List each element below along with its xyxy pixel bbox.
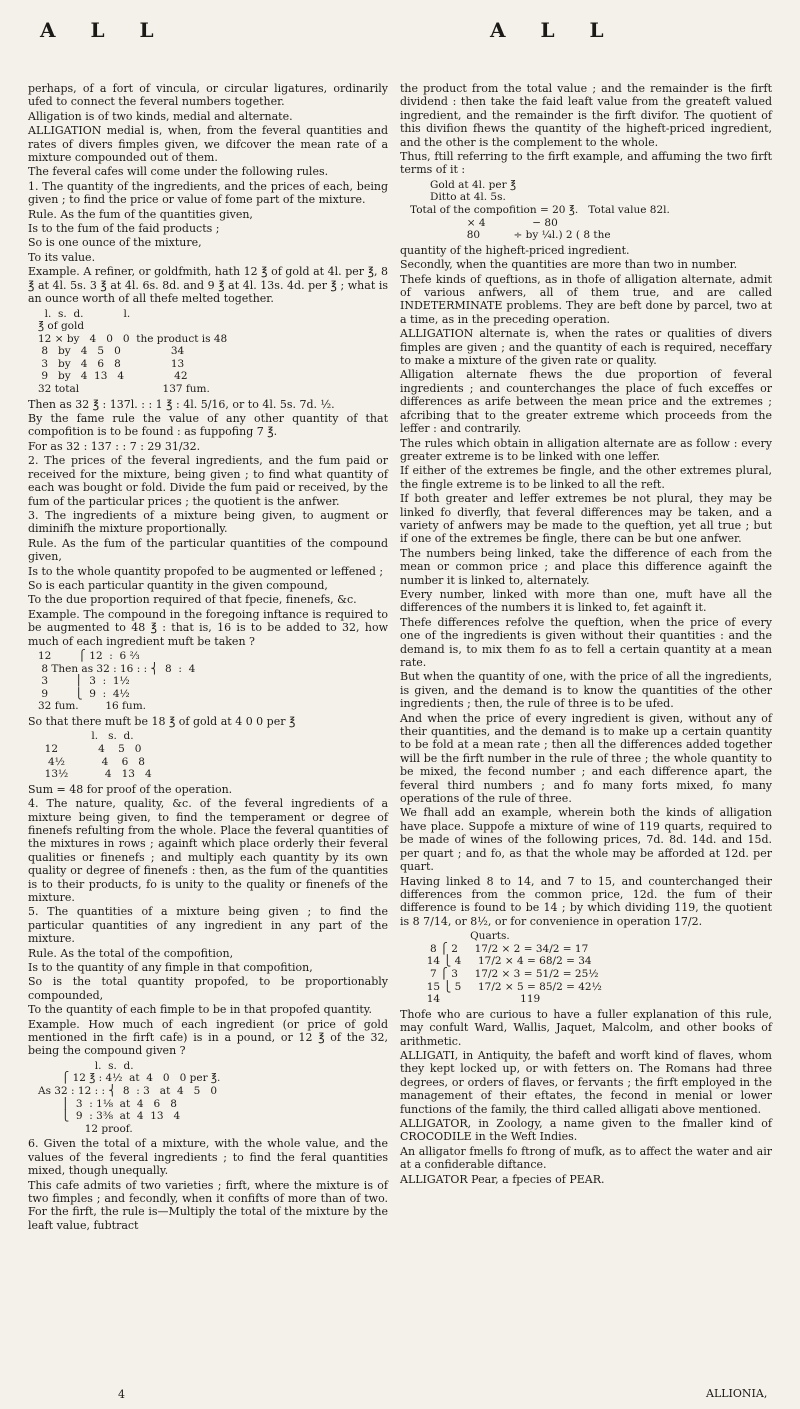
paragraph: The feveral cafes will come under the following rules.: [28, 165, 329, 179]
calculation-table: Gold at 4l. per ℥ Ditto at 4l. 5s. Total of the compofition = 20 ℥. Total value 82l. × 4 − 80 80 ÷ by ¼l.) 2 ( 8 the: [410, 178, 670, 242]
paragraph: ALLIGATION medial is, when, from the feveral quantities and rates of divers fimples given, we difcover the mean rate of a mixture compounded out of them.: [28, 124, 388, 165]
paragraph: So is one ounce of the mixture,: [28, 236, 202, 250]
paragraph: Thefe differences refolve the queftion, when the price of every one of the ingredients is given without their quantities : and the demand is, to mix them fo as to fell a certain quantity at a mean rate.: [400, 615, 772, 669]
calculation-table: l. s. d. ⎧ 12 ℥ : 4½ at 4 0 0 per ℥. As 32 : 12 : : ⎨ 8 : 3 at 4 5 0 ⎪ 3 : 1⅛ at 4 6 8 ⎩ 9 : 3⅜ at 4 13 4 12 proof.: [38, 1059, 221, 1135]
paragraph: And when the price of every ingredient is given, without any of their quantities, and the demand is to make up a certain quantity to be fold at a mean rate ; then all the differences added together will be the firft number in the rule of three ; the whole quantity to be mixed, the fecond number ; and each difference apart, the feveral third numbers ; and fo many forts mixed, fo many operations of the rule of three.: [400, 711, 772, 806]
paragraph: 5. The quantities of a mixture being given ; to find the particular quantities of any ingredient in any part of the mixture.: [28, 905, 388, 946]
paragraph: Rule. As the fum of the quantities given,: [28, 207, 253, 221]
paragraph: Is to the quantity of any fimple in that compofition,: [28, 961, 313, 974]
paragraph: Secondly, when the quantities are more than two in number.: [400, 258, 738, 272]
paragraph: the product from the total value ; and the remainder is the firft dividend : then take the faid leaft value from the greateft valued ingredient, and the remainder is the firft divifor. The quotient of this divifion fhews the quantity of the higheft-priced ingredient, and the other is the complement to the whole.: [400, 82, 772, 149]
paragraph: Thus, ftill referring to the firft example, and affuming the two firft terms of it :: [400, 150, 772, 177]
paragraph: Having linked 8 to 14, and 7 to 15, and counterchanged their differences from the common price, 12d. the fum of their difference is found to be 14 ; by which dividing 119, the quotient is 8 7/14, or 8½, or for convenience in operation 17/2.: [400, 874, 772, 928]
paragraph: To the quantity of each fimple to be in that propofed quantity.: [28, 1003, 373, 1017]
paragraph: An alligator fmells fo ftrong of mufk, as to affect the water and air at a confiderable diftance.: [400, 1144, 772, 1172]
calculation-table: Quarts. 8 ⎧ 2 17/2 × 2 = 34/2 = 17 14 ⎩ 4 17/2 × 4 = 68/2 = 34 7 ⎧ 3 17/2 × 3 = 51/2 = 25½ 15 ⎩ 5 17/2 × 5 = 85/2 = 42½ 14 119: [426, 930, 602, 1006]
paragraph: Example. The compound in the foregoing inftance is required to be augmented to 48 ℥ : that is, 16 is to be added to 32, how much of each ingredient muft be taken ?: [28, 607, 388, 648]
paragraph: 3. The ingredients of a mixture being given, to augment or diminifh the mixture proportionally.: [28, 508, 388, 536]
paragraph: perhaps, of a fort of vincula, or circular ligatures, ordinarily ufed to connect the feveral numbers together.: [28, 82, 388, 109]
paragraph: ALLIGATI, in Antiquity, the bafeft and worft kind of flaves, whom they kept locked up, or with fetters on. The Romans had three degrees, or orders of flaves, or fervants ; the firft employed in the management of their eftates, the fecond in menial or lower functions of the family, the third called alligati above mentioned.: [400, 1048, 772, 1116]
paragraph: Thefe kinds of queftions, as in thofe of alligation alternate, admit of various anfwers, all of them true, and are called INDETERMINATE problems. They are beft done by parcel, two at a time, as in the preceding operation.: [400, 272, 772, 326]
paragraph: This cafe admits of two varieties ; firft, where the mixture is of two fimples ; and fecondly, when it confifts of more than of two. For the firft, the rule is—Multiply the total of the mixture by the leaft value, fubtract: [28, 1178, 388, 1232]
paragraph: To the due proportion required of that fpecie, finenefs, &c.: [28, 593, 357, 607]
left-column: [28, 82, 388, 1233]
paragraph: Alligation is of two kinds, medial and alternate.: [28, 109, 293, 123]
paragraph: By the fame rule the value of any other quantity of that compofition is to be found : as fuppofing 7 ℥.: [28, 412, 388, 439]
paragraph: But when the quantity of one, with the price of all the ingredients, is given, and the demand is to know the quantities of the other ingredients ; then, the rule of three is to be ufed.: [400, 670, 772, 711]
catchword: ALLIONIA,: [706, 1387, 768, 1400]
paragraph: Thofe who are curious to have a fuller explanation of this rule, may confult Ward, Wallis, Jaquet, Malcolm, and other books of arithmetic.: [400, 1007, 772, 1048]
paragraph: So is the total quantity propofed, to be proportionably compounded,: [28, 975, 388, 1002]
paragraph: The rules which obtain in alligation alternate are as follow : every greater extreme is to be linked with one leffer.: [400, 436, 772, 463]
paragraph: Sum = 48 for proof of the operation.: [28, 782, 233, 796]
right-column: [400, 82, 772, 1187]
calculation-table: l. s. d. l. ℥ of gold 12 × by 4 0 0 the product is 48 8 by 4 5 0 34 3 by 4 6 8 13 9 by 4 13 4 42 32 total 137 fum.: [38, 307, 228, 396]
paragraph: quantity of the higheft-priced ingredient.: [400, 243, 630, 257]
paragraph: Every number, linked with more than one, muft have all the differences of the numbers it is linked to, fet againft it.: [400, 587, 772, 615]
paragraph: Rule. As the total of the compofition,: [28, 946, 234, 960]
paragraph: ALLIGATION alternate is, when the rates or qualities of divers fimples are given ; and the quantity of each is required, neceffary to make a mixture of the given rate or quality.: [400, 327, 772, 368]
paragraph: ALLIGATOR, in Zoology, a name given to the fmaller kind of CROCODILE in the Weft Indies.: [400, 1116, 772, 1144]
paragraph: 6. Given the total of a mixture, with the whole value, and the values of the feveral ingredients ; to find the feral quantities mixed, though unequally.: [28, 1137, 388, 1178]
paragraph: Rule. As the fum of the particular quantities of the compound given,: [28, 536, 388, 564]
paragraph: So that there muft be 18 ℥ of gold at 4 0 0 per ℥: [28, 714, 296, 728]
paragraph: Alligation alternate fhews the due proportion of feveral ingredients ; and counterchanges the place of fuch exceffes or differences as arife between the mean price and the extremes ; afcribing that to the greater extreme which proceeds from the leffer : and contrarily.: [400, 368, 772, 436]
paragraph: If either of the extremes be fingle, and the other extremes plural, the fingle extreme is to be linked to all the reft.: [400, 464, 772, 491]
paragraph: Then as 32 ℥ : 137l. : : 1 ℥ : 4l. 5/16, or to 4l. 5s. 7d. ½.: [28, 397, 335, 411]
paragraph: We fhall add an example, wherein both the kinds of alligation have place. Suppofe a mixture of wine of 119 quarts, required to be made of wines of the following prices, 7d. 8d. 14d. and 15d. per quart ; and fo, as that the whole may be afforded at 12d. per quart.: [400, 806, 772, 874]
paragraph: For as 32 : 137 : : 7 : 29 31/32.: [28, 439, 201, 453]
paragraph: Example. How much of each ingredient (or price of gold mentioned in the firft cafe) is in a pound, or 12 ℥ of the 32, being the compound given ?: [28, 1017, 388, 1058]
paragraph: 4. The nature, quality, &c. of the feveral ingredients of a mixture being given, to find the temperament or degree of finenefs refulting from the whole. Place the feveral quantities of the mixtures in rows ; againft which place orderly their feveral qualities or finenefs ; and multiply each quantity by its own quality or degree of finenefs : then, as the fum of the quantities is to their products, fo is unity to the quality or finenefs of the mixture.: [28, 797, 388, 904]
page-number: 4: [118, 1388, 125, 1401]
paragraph: The numbers being linked, take the difference of each from the mean or common price ; and place this difference againft the number it is linked to, alternately.: [400, 546, 772, 587]
paragraph: 2. The prices of the feveral ingredients, and the fum paid or received for the mixture, being given ; to find what quantity of each was bought or fold. Divide the fum paid or received, by the fum of the particular prices ; the quotient is the anfwer.: [28, 454, 388, 508]
calculation-table: 12 ⎧ 12 : 6 ⅔ 8 Then as 32 : 16 : : ⎨ 8 : 4 3 ⎪ 3 : 1½ 9 ⎩ 9 : 4½ 32 fum. 16 fum.: [38, 649, 196, 713]
paragraph: 1. The quantity of the ingredients, and the prices of each, being given ; to find the price or value of fome part of the mixture.: [28, 179, 388, 207]
running-head-right: A L L: [490, 18, 618, 42]
running-head-left: A L L: [40, 18, 168, 42]
paragraph: To its value.: [28, 250, 96, 264]
paragraph: ALLIGATOR Pear, a fpecies of PEAR.: [400, 1172, 605, 1186]
paragraph: Is to the whole quantity propofed to be augmented or leffened ;: [28, 564, 384, 578]
paragraph: Is to the fum of the faid products ;: [28, 222, 220, 236]
calculation-table: l. s. d. 12 4 5 0 4½ 4 6 8 13½ 4 13 4: [44, 730, 152, 781]
paragraph: So is each particular quantity in the given compound,: [28, 578, 328, 592]
paragraph: If both greater and leffer extremes be not plural, they may be linked fo diverfly, that feveral differences may be taken, and a variety of anfwers may be made to the queftion, yet all true ; but if one of the extremes be fingle, there can be but one anfwer.: [400, 492, 772, 546]
paragraph: Example. A refiner, or goldfmith, hath 12 ℥ of gold at 4l. per ℥, 8 ℥ at 4l. 5s. 3 ℥ at 4l. 6s. 8d. and 9 ℥ at 4l. 13s. 4d. per ℥ ; what is an ounce worth of all thefe melted together.: [28, 265, 388, 306]
